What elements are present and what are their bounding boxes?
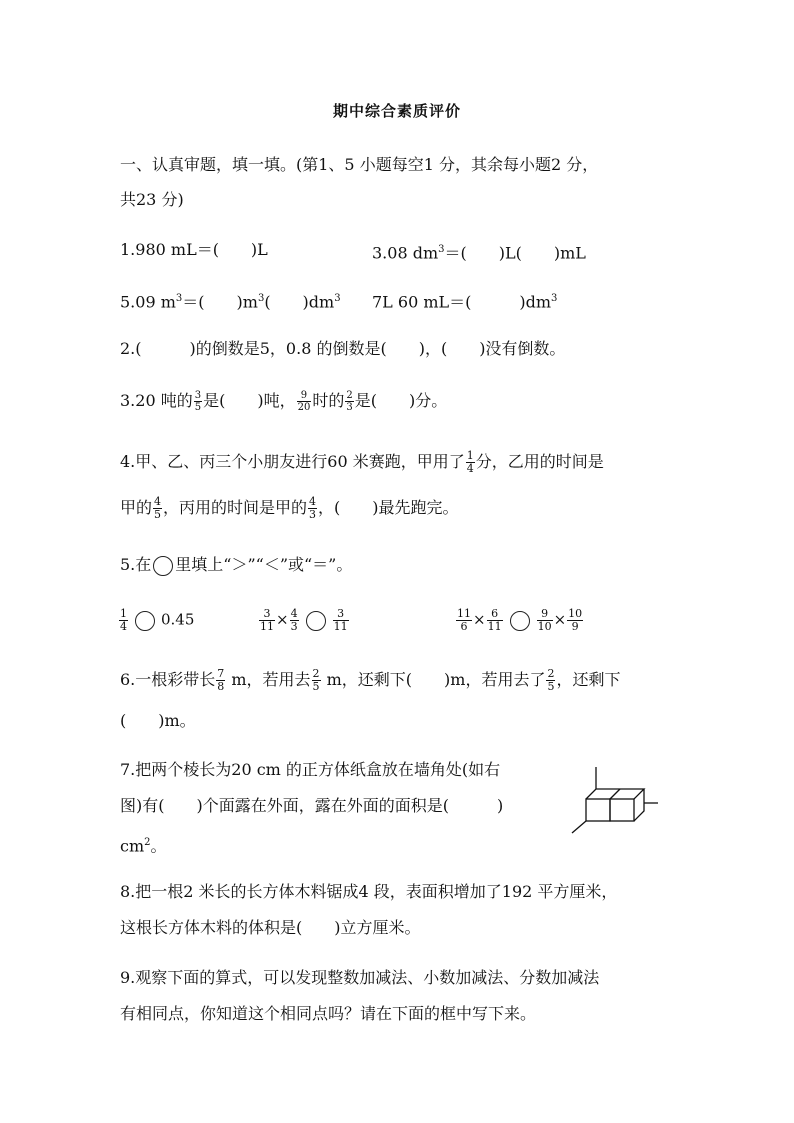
answer-circle[interactable] xyxy=(306,611,326,631)
answer-circle[interactable] xyxy=(135,611,155,631)
q7-line1: 7.把两个棱长为20 cm 的正方体纸盒放在墙角处(如右 xyxy=(120,760,501,779)
q5-instruction: 5.在 里填上“＞”“＜”或“＝”。 xyxy=(120,555,353,574)
q7-line2: 图)有( )个面露在外面，露在外面的面积是( ) xyxy=(120,796,504,815)
fraction: $\frac{9}{20}$ xyxy=(297,390,311,413)
comparison-circle-icon xyxy=(153,556,173,576)
q1-item-b: 3.08 $dm^3=$( )L( )mL xyxy=(372,243,586,263)
q8-line1: 8.把一根2 米长的长方体木料锯成4 段，表面积增加了192 平方厘米， xyxy=(120,882,618,901)
q5-expr-3: $\frac{11}{6}$ × $\frac{6}{11}$ $\frac{9}{10}$ × $\frac{10}{9}$ xyxy=(457,607,583,633)
q1-item-c: 5.09 $m^3=$( )$m^3$( )$dm^3$ xyxy=(120,292,341,312)
q3: 3.20 吨的 $\frac{3}{5}$ 是( )吨， $\frac{9}{20}$ 时的 $\frac{2}{3}$ 是( )分。 xyxy=(120,390,448,413)
q6-line2: ( )m。 xyxy=(120,711,196,730)
q8-line2: 这根长方体木料的体积是( )立方厘米。 xyxy=(120,918,421,937)
q9-line1: 9.观察下面的算式，可以发现整数加减法、小数加减法、分数加减法 xyxy=(120,968,600,987)
q4-line1: 4.甲、乙、丙三个小朋友进行60 米赛跑，甲用了 $\frac{1}{4}$ 分，乙用的时间是 xyxy=(120,449,604,475)
q1-item-a: 1.980 mL＝( )L xyxy=(120,240,268,259)
cube-corner-figure xyxy=(570,765,662,835)
q5-expr-1: $\frac{1}{4}$ 0.45 xyxy=(120,607,195,633)
q7-line3: $cm^2$。 xyxy=(120,836,167,856)
page-title: 期中综合素质评价 xyxy=(332,102,461,120)
q2: 2.( )的倒数是5，0.8 的倒数是( )，( )没有倒数。 xyxy=(120,339,566,358)
fraction: $\frac{4}{5}$ xyxy=(154,495,162,521)
fraction: $\frac{4}{3}$ xyxy=(309,495,317,521)
fraction: $\frac{2}{3}$ xyxy=(346,390,353,413)
q6-line1: 6.一根彩带长 $\frac{7}{8}$ m，若用去 $\frac{2}{5}$ m，还剩下( )m，若用去了 $\frac{2}{5}$ ，还剩下 xyxy=(120,667,621,693)
section-header-cont: 共23 分) xyxy=(120,190,184,209)
q5-expr-2: $\frac{3}{11}$ × $\frac{4}{3}$ $\frac{3}{11}$ xyxy=(260,607,348,633)
section-header: 一、认真审题，填一填。(第1、5 小题每空1 分，其余每小题2 分， xyxy=(120,155,599,174)
q4-line2: 甲的 $\frac{4}{5}$ ，丙用的时间是甲的 $\frac{4}{3}$ ，( )最先跑完。 xyxy=(120,495,459,521)
answer-circle[interactable] xyxy=(510,611,530,631)
fraction: $\frac{3}{5}$ xyxy=(194,390,202,413)
q9-line2: 有相同点，你知道这个相同点吗？请在下面的框中写下来。 xyxy=(120,1004,537,1023)
fraction: $\frac{1}{4}$ xyxy=(466,449,474,475)
q1-item-d: 7L 60 mL＝( )$dm^3$ xyxy=(372,292,558,312)
